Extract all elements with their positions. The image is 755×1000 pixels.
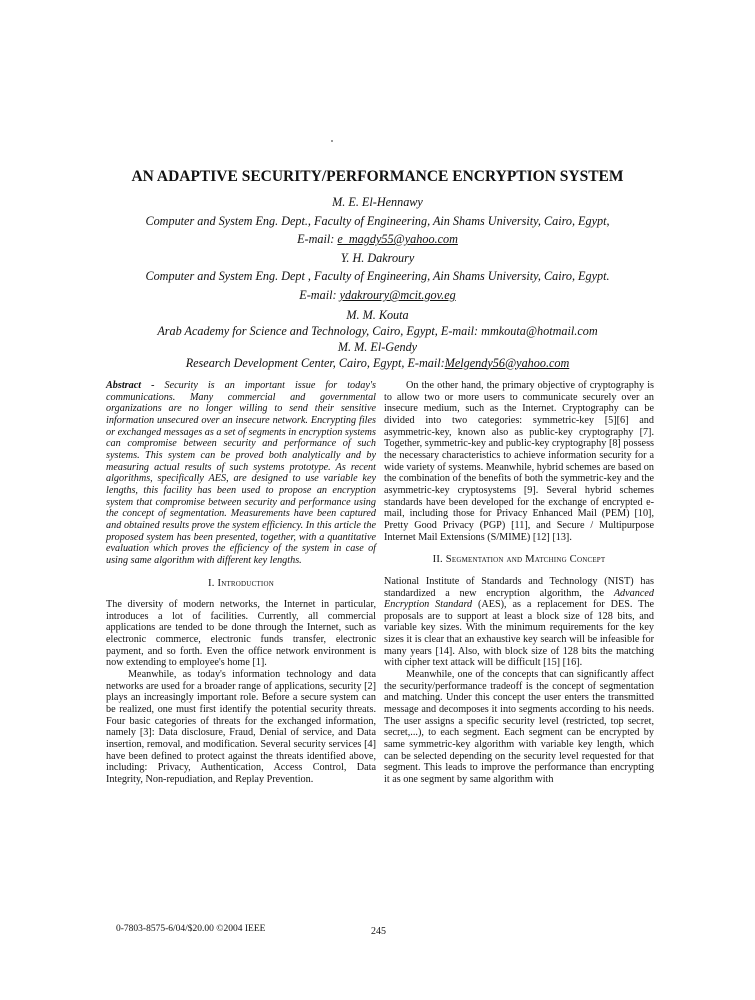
left-column: [106, 380, 376, 786]
paragraph: National Institute of Standards and Technology (NIST) has standardized a new encryption algorithm, the Advanced Encryption Standard (AES), as a replacement for DES. The proposals are to support at least a block size of 128 bits, and variable key sizes. With the minimum requirements for the key sizes it is clear that an exhaustive key search will be infeasible for many years [14]. Also, with block size of 128 bits the matching with cipher text attack will be difficult [15] [16].: [384, 575, 655, 669]
author-email-link[interactable]: e_magdy55@yahoo.com: [337, 232, 458, 247]
right-column: [384, 380, 654, 786]
paragraph: Meanwhile, as today's information technology and data networks are used for a broader range of applications, security [2] plays an increasingly important role. Before a secure system can be realized, one must first identify the potential security threats. Four basic categories of threats for the exchanged information, namely [3]: Data disclosure, Fraud, Denial of service, and Data insertion, removal, and modification. Several security services [4] have been defined to protect against the threats identified above, including: Privacy, Authentication, Access Control, Data Integrity, Non-repudiation, and Replay Prevention.: [106, 669, 376, 785]
author-affiliation: Computer and System Eng. Dept., Faculty of Engineering, Ain Shams University, Cairo, Egypt,: [145, 213, 610, 228]
section-heading-introduction: I. Introduction: [208, 577, 274, 589]
author-email-link[interactable]: ydakroury@mcit.gov.eg: [339, 287, 456, 302]
author-affiliation: Computer and System Eng. Dept , Faculty of Engineering, Ain Shams University, Cairo, Egypt.: [145, 269, 610, 284]
author-email-line: E-mail: e_magdy55@yahoo.com: [297, 232, 458, 247]
paragraph: Meanwhile, one of the concepts that can significantly affect the security/performance tradeoff is the concept of segmentation and matching. Under this concept the user enters the transmitted message and decomposes it into segments according to his needs. The user assigns a specific security level (restricted, top secret, secret,...), to each segment. Each segment can be encrypted by same symmetric-key algorithm with variable key length, which can be selected depending on the security level requested for that segment. This leads to improve the performance than encrypting it as one segment by same algorithm with: [384, 669, 654, 785]
paragraph: The diversity of modern networks, the Internet in particular, introduces a lot of facilities. Currently, all commercial applications are tended to be done through the Internet, such as electronic commerce, electronic funds transfer, electronic payment, and so forth. Even the office network environment is now extending to employee's home [1].: [106, 599, 376, 669]
author-email-link[interactable]: Melgendy56@yahoo.com: [444, 355, 570, 370]
author-name: Y. H. Dakroury: [340, 250, 415, 265]
abstract-label: Abstract -: [106, 380, 165, 391]
copyright-notice: 0-7803-8575-6/04/$20.00 ©2004 IEEE: [116, 924, 266, 934]
abstract-text: Security is an important issue for today's communications. Many commercial and governmental organizations are no longer willing to send their sensitive information unsecured over an insecure network. Encrypting files or exchanged messages as a set of segments in encryption systems can compromise between security and performance of such systems. This system can be proved both analytically and by measuring actual results of such systems prototype. As recent algorithms, specifically AES, are designed to use variable key lengths, this facility has been used to propose an encryption system that compromise between security and performance using the concept of segmentation. Measurements have been captured and obtained results prove the system efficiency. In this article the proposed system has been presented, together, with a quantitative evaluation which proves the efficiency of the system in case of using same algorithm with different key lengths.: [106, 380, 376, 566]
author-name: M. M. El-Gendy: [337, 339, 418, 354]
author-name: M. M. Kouta: [346, 307, 409, 322]
author-block: [0, 193, 755, 371]
paper-title: AN ADAPTIVE SECURITY/PERFORMANCE ENCRYPTION SYSTEM: [131, 168, 624, 185]
abstract: [106, 380, 376, 567]
page-number: 245: [371, 926, 386, 937]
paragraph: On the other hand, the primary objective of cryptography is to allow two or more users to communicate securely over an insecure medium, such as the Internet. Cryptography can be divided into two categories: symmetric-key [5][6] and asymmetric-key, known also as public-key cryptography [7]. Together, symmetric-key and public-key cryptography [8] possess the necessary characteristics to achieve information security for a wide variety of systems. Meanwhile, hybrid schemes are based on the combination of the benefits of both the symmetric-key and the asymmetric-key cryptosystems [9]. Several hybrid schemes standards have been developed for the exchange of encrypted e-mail, including those for Privacy Enhanced Mail (PEM) [10], Pretty Good Privacy (PGP) [11], and Secure / Multipurpose Internet Mail Extensions (S/MIME) [12] [13].: [384, 380, 654, 543]
author-email-line: E-mail: ydakroury@mcit.gov.eg: [299, 287, 456, 302]
section-heading-segmentation: II. Segmentation and Matching Concept: [432, 554, 606, 566]
author-name: M. E. El-Hennawy: [332, 195, 423, 209]
author-affiliation: Arab Academy for Science and Technology, Cairo, Egypt, E-mail: mmkouta@hotmail.com: [157, 323, 598, 338]
scan-speck: [331, 140, 333, 142]
author-affiliation-email: Research Development Center, Cairo, Egypt, E-mail:Melgendy56@yahoo.com: [185, 355, 570, 370]
